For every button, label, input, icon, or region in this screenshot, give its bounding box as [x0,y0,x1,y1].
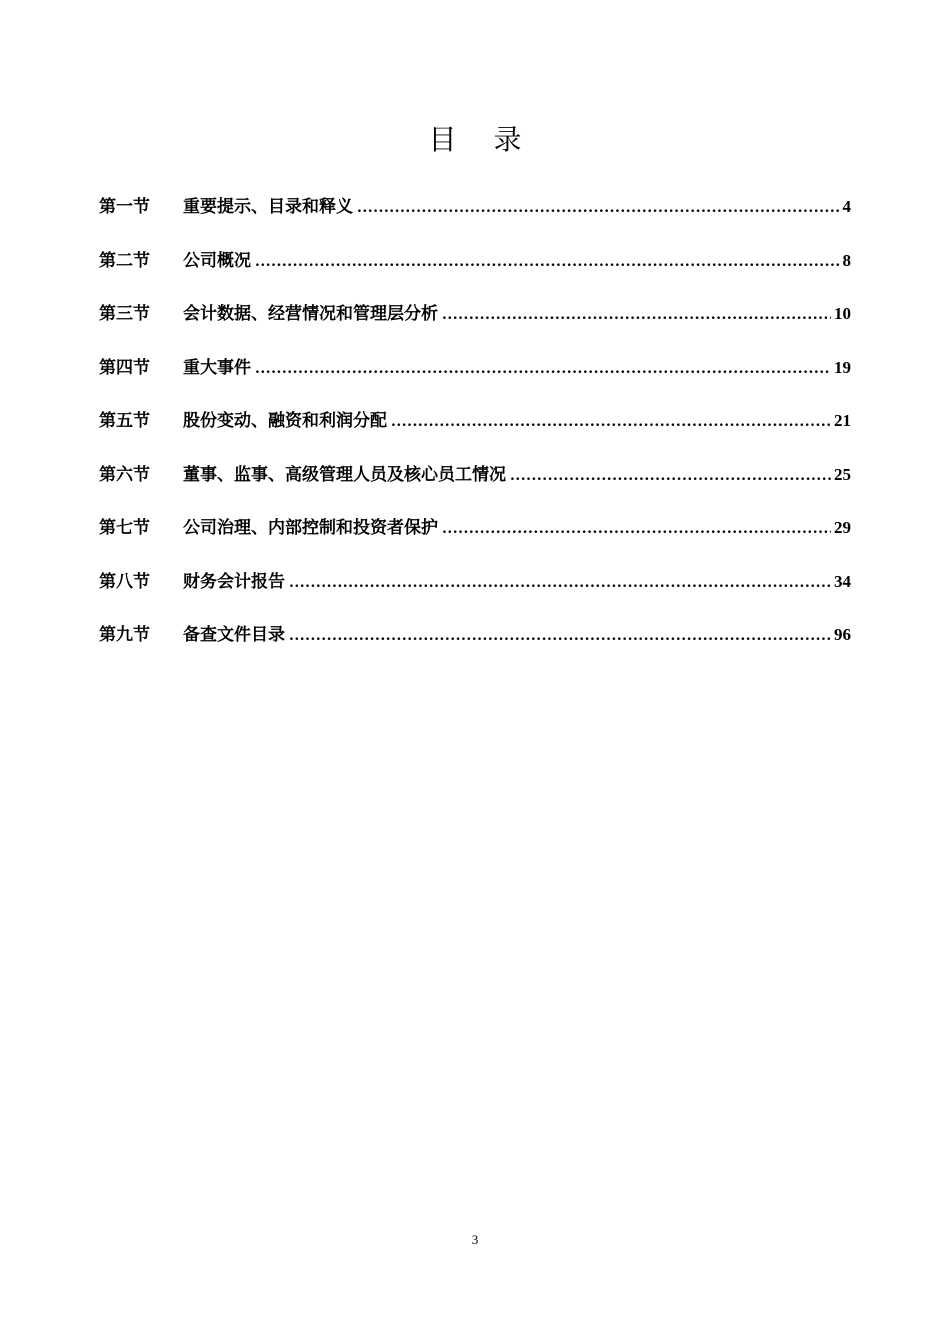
page-footer-number: 3 [471,1232,479,1247]
toc-dot-leader [510,459,831,493]
toc-dot-leader [442,512,831,546]
toc-page-number: 34 [834,571,851,591]
toc-entry-6[interactable] [99,458,851,512]
toc-dot-leader [357,191,840,225]
toc-entry-8[interactable] [99,565,851,619]
toc-section-label: 第七节 [99,518,150,538]
toc-heading: 备查文件目录 [183,625,285,645]
toc-page-number: 10 [834,304,851,323]
toc-dot-leader [255,352,831,386]
toc-heading: 重大事件 [183,357,251,378]
toc-entry-3[interactable] [99,297,851,351]
toc-entry-7[interactable] [99,511,851,565]
toc-entry-5[interactable] [99,404,851,458]
toc-entry-2[interactable] [99,244,851,298]
page-title: 目 录 [428,123,536,156]
toc-page-number: 4 [842,197,851,216]
toc-heading: 重要提示、目录和释义 [183,197,353,217]
toc-entry-1[interactable] [99,190,851,244]
toc-section-label: 第九节 [99,625,150,645]
toc-section-label: 第五节 [99,411,150,431]
toc-entry-9[interactable] [99,618,851,672]
toc-section-label: 第一节 [99,197,150,217]
toc-entry-4[interactable] [99,351,851,405]
toc-heading: 财务会计报告 [183,571,285,592]
toc-heading: 会计数据、经营情况和管理层分析 [183,304,438,324]
toc-page-number: 29 [834,518,851,537]
toc-heading: 董事、监事、高级管理人员及核心员工情况 [183,464,506,485]
toc-page-number: 8 [842,250,851,270]
toc-section-label: 第四节 [99,357,150,378]
toc-dot-leader [289,619,831,653]
toc-page-number: 19 [834,357,851,377]
toc-heading: 公司概况 [183,250,251,271]
toc-dot-leader [442,298,831,332]
toc-section-label: 第八节 [99,571,150,592]
toc-heading: 公司治理、内部控制和投资者保护 [183,518,438,538]
toc-section-label: 第六节 [99,464,150,485]
toc-section-label: 第三节 [99,304,150,324]
toc-page-number: 21 [834,411,851,430]
toc-page-number: 25 [834,464,851,484]
toc-dot-leader [289,566,831,600]
toc-dot-leader [255,245,840,279]
toc-section-label: 第二节 [99,250,150,271]
toc-dot-leader [391,405,831,439]
toc-page-number: 96 [834,625,851,644]
table-of-contents [99,190,851,672]
toc-heading: 股份变动、融资和利润分配 [183,411,387,431]
